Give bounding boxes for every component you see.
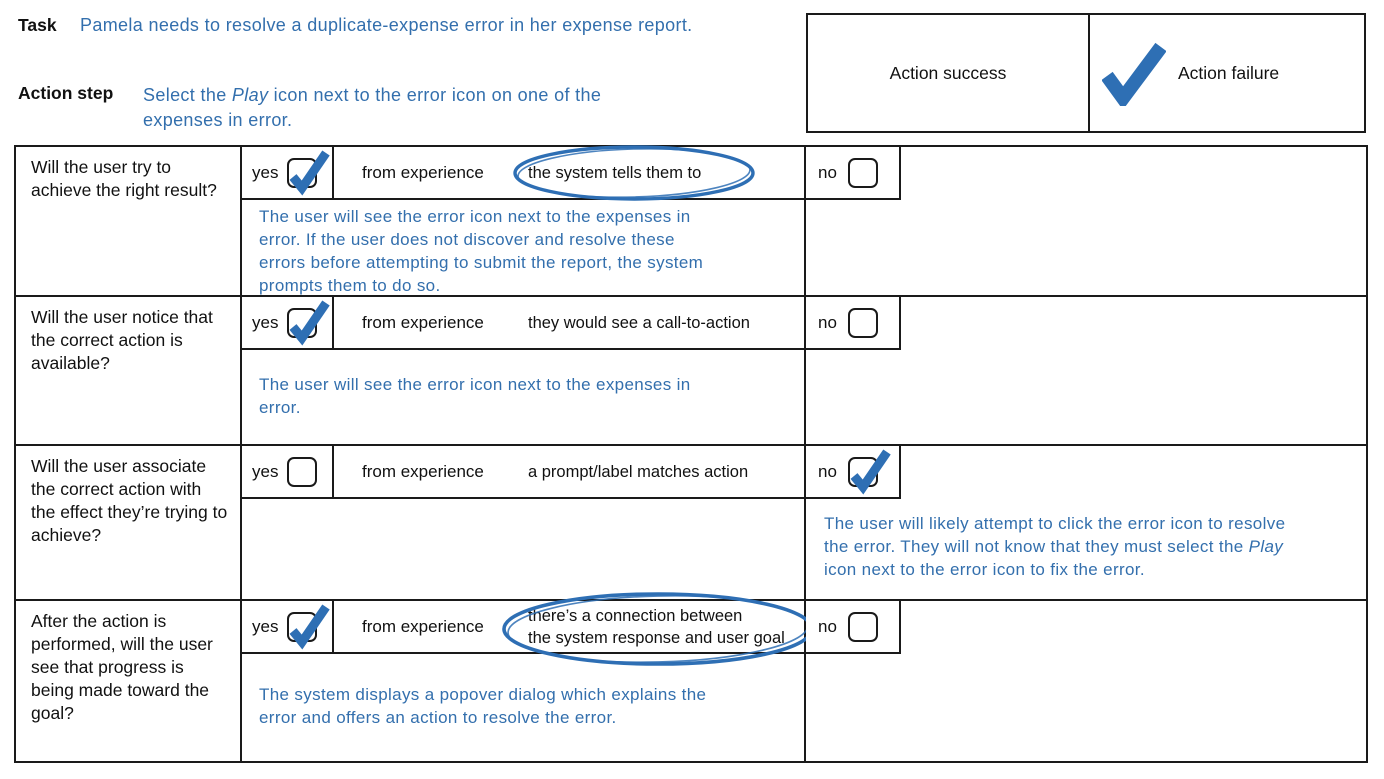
row-3-yes-checkbox[interactable] bbox=[287, 457, 317, 487]
checkmark-icon bbox=[846, 444, 892, 492]
row-1-answer-strip bbox=[242, 147, 804, 200]
row-3-yes-cell bbox=[242, 446, 334, 497]
row-1-option-label: the system tells them to bbox=[528, 163, 702, 182]
checkmark-icon bbox=[285, 599, 331, 647]
row-4-right-cell bbox=[806, 601, 1366, 761]
row-2-yes-cell bbox=[242, 297, 334, 348]
row-1-yes-checkbox[interactable] bbox=[287, 158, 317, 188]
row-3-option-label: a prompt/label matches action bbox=[528, 462, 749, 481]
outcome-box bbox=[806, 13, 1366, 133]
row-2-option-label: they would see a call-to-action bbox=[528, 313, 750, 332]
row-4-yes-checkbox[interactable] bbox=[287, 612, 317, 642]
action-failure-label: Action failure bbox=[1178, 62, 1280, 83]
question-4: After the action is performed, will the user see that progress is being made toward the goal? bbox=[16, 601, 242, 761]
row-4-no-checkbox[interactable] bbox=[848, 612, 878, 642]
action-success-cell[interactable] bbox=[808, 15, 1090, 131]
row-4-note: The system displays a popover dialog which explains the error and offers an action to resolve the error. bbox=[259, 685, 707, 727]
row-2-yes-checkbox[interactable] bbox=[287, 308, 317, 338]
row-2-right-cell bbox=[806, 297, 1366, 444]
row-2-basis-label: from experience bbox=[362, 312, 484, 332]
no-label: no bbox=[818, 312, 837, 332]
question-3: Will the user associate the correct action with the effect they’re trying to achieve? bbox=[16, 446, 242, 599]
row-2-middle-cell bbox=[242, 297, 806, 444]
question-1: Will the user try to achieve the right result? bbox=[16, 147, 242, 295]
table-row-3 bbox=[16, 446, 1366, 601]
row-3-no-checkbox[interactable] bbox=[848, 457, 878, 487]
row-4-yes-cell bbox=[242, 601, 334, 652]
row-3-no-cell bbox=[806, 446, 901, 499]
row-1-middle-cell bbox=[242, 147, 806, 295]
task-text: Pamela needs to resolve a duplicate-expense error in her expense report. bbox=[80, 15, 693, 35]
checkmark-icon bbox=[285, 145, 331, 193]
action-failure-cell[interactable] bbox=[1090, 15, 1364, 131]
row-1-no-checkbox[interactable] bbox=[848, 158, 878, 188]
row-4-no-cell bbox=[806, 601, 901, 654]
row-3-right-cell bbox=[806, 446, 1366, 599]
row-1-right-cell bbox=[806, 147, 1366, 295]
yes-label: yes bbox=[252, 162, 279, 182]
row-2-answer-strip bbox=[242, 297, 804, 350]
no-label: no bbox=[818, 461, 837, 481]
row-3-middle-cell bbox=[242, 446, 806, 599]
task-label: Task bbox=[18, 15, 57, 35]
table-row-4 bbox=[16, 601, 1366, 761]
yes-label: yes bbox=[252, 461, 279, 481]
row-1-yes-cell bbox=[242, 147, 334, 198]
walkthrough-table bbox=[14, 145, 1368, 763]
row-4-answer-strip bbox=[242, 601, 804, 654]
row-1-note: The user will see the error icon next to the expenses in error. If the user does not discover and resolve these errors before attempting to submit the report, the system prompts them to do so. bbox=[259, 207, 704, 295]
no-label: no bbox=[818, 616, 837, 636]
table-row-2 bbox=[16, 297, 1366, 446]
row-4-option-label: there’s a connection between the system response and user goal bbox=[528, 606, 785, 647]
question-2: Will the user notice that the correct action is available? bbox=[16, 297, 242, 444]
table-row-1 bbox=[16, 147, 1366, 297]
yes-label: yes bbox=[252, 312, 279, 332]
row-4-basis-label: from experience bbox=[362, 616, 484, 636]
yes-label: yes bbox=[252, 616, 279, 636]
row-3-note: The user will likely attempt to click the error icon to resolve the error. They will not know that they must select the Play icon next to the error icon to fix the error. bbox=[824, 514, 1286, 579]
row-3-basis-label: from experience bbox=[362, 461, 484, 481]
row-4-middle-cell bbox=[242, 601, 806, 761]
action-success-label: Action success bbox=[889, 62, 1007, 83]
action-step-label: Action step bbox=[18, 83, 114, 103]
failure-checkmark-icon bbox=[1102, 40, 1166, 106]
row-1-no-cell bbox=[806, 147, 901, 200]
action-step-text: Select the Play icon next to the error icon on one of the expenses in error. bbox=[143, 85, 602, 130]
row-2-no-checkbox[interactable] bbox=[848, 308, 878, 338]
row-3-answer-strip bbox=[242, 446, 804, 499]
checkmark-icon bbox=[285, 295, 331, 343]
row-2-no-cell bbox=[806, 297, 901, 350]
no-label: no bbox=[818, 162, 837, 182]
row-1-basis-label: from experience bbox=[362, 162, 484, 182]
row-2-note: The user will see the error icon next to the expenses in error. bbox=[259, 375, 691, 417]
